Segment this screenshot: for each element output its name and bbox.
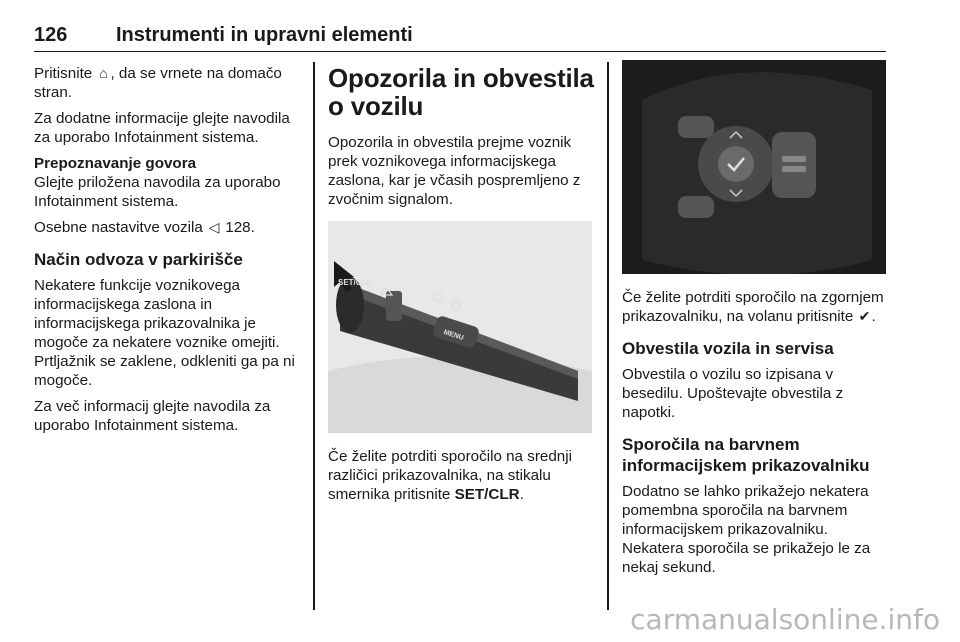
- home-icon: ⌂: [99, 65, 108, 81]
- paragraph: Dodatno se lahko prikažejo nekatera pomembna sporočila na barvnem informacijskem prikazovalniku. Nekatera sporočila se prikažejo le za nekaj sekund.: [622, 483, 871, 576]
- steering-wheel-controls-illustration: [622, 60, 886, 274]
- section-title: Opozorila in obvestila o vozilu: [328, 63, 594, 121]
- column-divider: [607, 62, 609, 610]
- checkmark-icon: ✔: [858, 308, 871, 324]
- paragraph: Nekatere funkcije voznikovega informacijskega zaslona in informacijskega prikazovalnika je mogoče za nekatere voznike omejiti. Prtljažnik se zaklene, odkleniti ga pa ni mogoče.: [34, 277, 295, 389]
- section-heading: Sporočila na barvnem informacijskem prikazovalniku: [622, 435, 870, 475]
- menu-label: MENU: [442, 328, 465, 342]
- paragraph: Pritisnite ⌂ , da se vrnete na domačo stran.: [34, 65, 282, 101]
- paragraph: Če želite potrditi sporočilo na zgornjem prikazovalniku, na volanu pritisnite ✔.: [622, 289, 884, 325]
- subheading: Prepoznavanje govora: [34, 155, 197, 172]
- section-heading: Obvestila vozila in servisa: [622, 339, 834, 358]
- paragraph: Opozorila in obvestila prejme voznik prek voznikovega informacijskega zaslona, kar je včasih pospremljeno z zvočnim signalom.: [328, 134, 581, 208]
- paragraph: Za dodatne informacije glejte navodila za uporabo Infotainment sistema.: [34, 110, 290, 146]
- section-heading: Način odvoza v parkirišče: [34, 250, 243, 269]
- paragraph: Za več informacij glejte navodila za uporabo Infotainment sistema.: [34, 398, 271, 434]
- page-reference-icon: ◁: [208, 219, 220, 235]
- column-middle: [328, 64, 596, 511]
- page-number: 126: [34, 24, 68, 46]
- column-right: [622, 64, 888, 584]
- paragraph: Če želite potrditi sporočilo na srednji različici prikazovalnika, na stikalu smernika pritisnite SET/CLR.: [328, 448, 572, 503]
- watermark: carmanualsonline.info: [630, 603, 940, 636]
- page-header: [34, 22, 886, 52]
- setclr-label: SET/CLR: [338, 278, 373, 287]
- page-title: Instrumenti in upravni elementi: [116, 24, 413, 46]
- turn-signal-stalk-illustration: [328, 221, 592, 433]
- paragraph: Glejte priložena navodila za uporabo Infotainment sistema.: [34, 174, 281, 210]
- column-left: [34, 64, 302, 442]
- column-divider: [313, 62, 315, 610]
- paragraph: Osebne nastavitve vozila ◁ 128.: [34, 219, 255, 236]
- paragraph: Obvestila o vozilu so izpisana v besedilu. Upoštevajte obvestila z napotki.: [622, 366, 844, 421]
